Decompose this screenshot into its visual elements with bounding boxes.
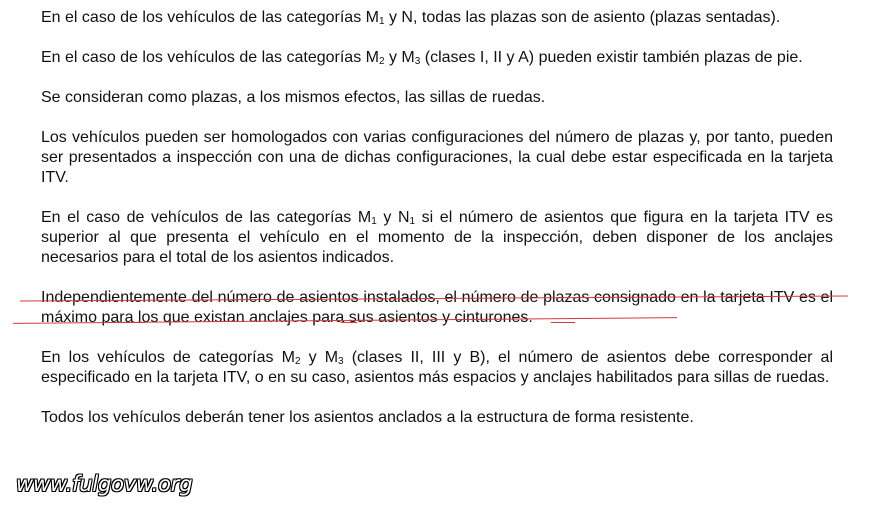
paragraph-m1-n-seated: En el caso de los vehículos de las categorías $M_1$ y N, todas las plazas son de asiento (plazas sentadas). (41, 9, 781, 27)
red-underline-3 (117, 322, 145, 323)
paragraph-configurations: Los vehículos pueden ser homologados con varias configuraciones del número de plazas y, por tanto, pueden ser presentados a inspección con una de dichas configuraciones, la cual debe estar especificada en la tarjeta ITV. (41, 129, 833, 186)
highlighted-paragraph-wrapper (41, 288, 833, 328)
paragraph-wheelchairs: Se consideran como plazas, a los mismos efectos, las sillas de ruedas. (41, 89, 546, 106)
paragraph-m1-n1-anchorages: En el caso de vehículos de las categorías $M_1$ y $N_1$ si el número de asientos que figura en la tarjeta ITV es superior al que presenta el vehículo en el momento de la inspección, deben disponer de los anclajes necesarios para el total de los asientos indicados. (41, 209, 834, 266)
paragraph-seats-anchored: Todos los vehículos deberán tener los asientos anclados a la estructura de forma resistente. (41, 409, 694, 426)
paragraph-m2-m3-standing: En el caso de los vehículos de las categorías $M_2$ y $M_3$ (clases I, II y A) pueden existir también plazas de pie. (41, 49, 803, 67)
paragraph-max-seats-highlighted: Independientemente del número de asientos instalados, el número de plazas consignado en la tarjeta ITV es el máximo para los que existan anclajes para sus asientos y cinturones. (41, 289, 833, 326)
paragraph-m2-m3-correspond: En los vehículos de categorías $M_2$ y $M_3$ (clases II, III y B), el número de asientos debe corresponder al especificado en la tarjeta ITV, o en su caso, asientos más espacios y anclajes habilitados para sillas de ruedas. (41, 349, 833, 386)
document-body (41, 8, 833, 428)
red-underline-4 (341, 322, 357, 323)
red-underline-5 (551, 322, 575, 323)
watermark-logo: www.fulgovw.org (16, 472, 193, 496)
